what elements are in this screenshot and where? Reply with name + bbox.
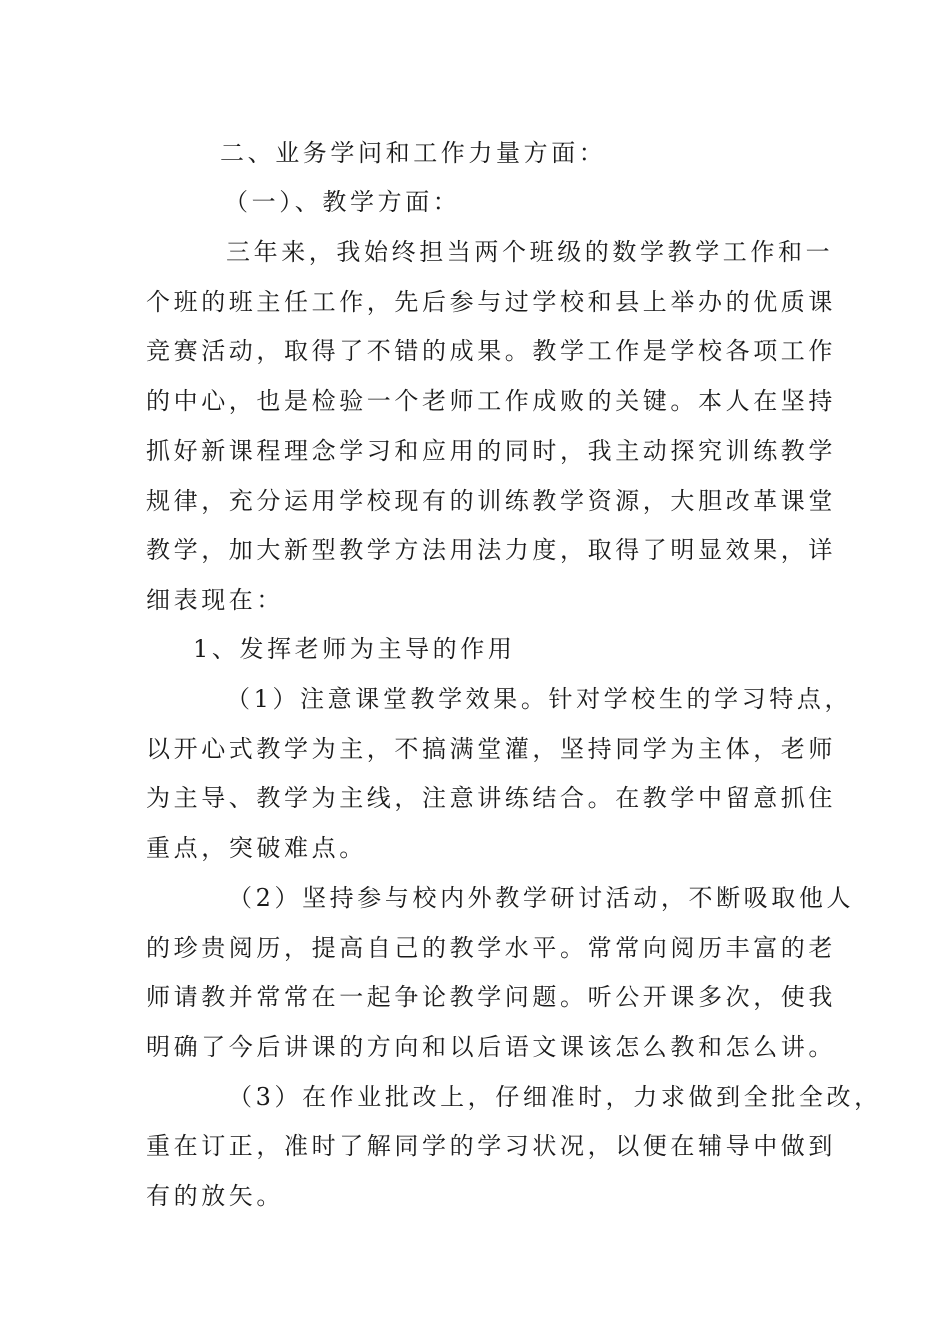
paragraph-line: 重点，突破难点。	[146, 834, 367, 862]
paragraph-line: 为主导、教学为主线，注意讲练结合。在教学中留意抓住	[146, 784, 836, 812]
list-heading: 1、发挥老师为主导的作用	[193, 635, 516, 663]
paragraph-line: 个班的班主任工作，先后参与过学校和县上举办的优质课	[146, 288, 836, 316]
paragraph-line: 以开心式教学为主，不搞满堂灌，坚持同学为主体，老师	[146, 735, 836, 763]
paragraph-line: 教学，加大新型教学方法用法力度，取得了明显效果，详	[146, 536, 836, 564]
paragraph-line: 有的放矢。	[146, 1182, 284, 1210]
paragraph-line: 师请教并常常在一起争论教学问题。听公开课多次，使我	[146, 983, 836, 1011]
paragraph-line: （3）在作业批改上，仔细准时，力求做到全批全改，	[228, 1083, 882, 1111]
paragraph-line: 抓好新课程理念学习和应用的同时，我主动探究训练教学	[146, 437, 836, 465]
paragraph-line: 明确了今后讲课的方向和以后语文课该怎么教和怎么讲。	[146, 1033, 836, 1061]
paragraph-line: 规律，充分运用学校现有的训练教学资源，大胆改革课堂	[146, 487, 836, 515]
section-heading: 二、业务学问和工作力量方面：	[220, 139, 607, 167]
subsection-heading: （一）、教学方面：	[224, 188, 461, 216]
paragraph-line: 细表现在：	[146, 586, 284, 614]
paragraph-line: 的珍贵阅历，提高自己的教学水平。常常向阅历丰富的老	[146, 934, 836, 962]
paragraph-line: 重在订正，准时了解同学的学习状况，以便在辅导中做到	[146, 1132, 836, 1160]
paragraph-line: 三年来，我始终担当两个班级的数学教学工作和一	[226, 238, 834, 266]
paragraph-line: 竞赛活动，取得了不错的成果。教学工作是学校各项工作	[146, 337, 836, 365]
paragraph-line: 的中心，也是检验一个老师工作成败的关键。本人在坚持	[146, 387, 836, 415]
paragraph-line: （1）注意课堂教学效果。针对学校生的学习特点，	[226, 685, 853, 713]
paragraph-line: （2）坚持参与校内外教学研讨活动，不断吸取他人	[228, 884, 855, 912]
